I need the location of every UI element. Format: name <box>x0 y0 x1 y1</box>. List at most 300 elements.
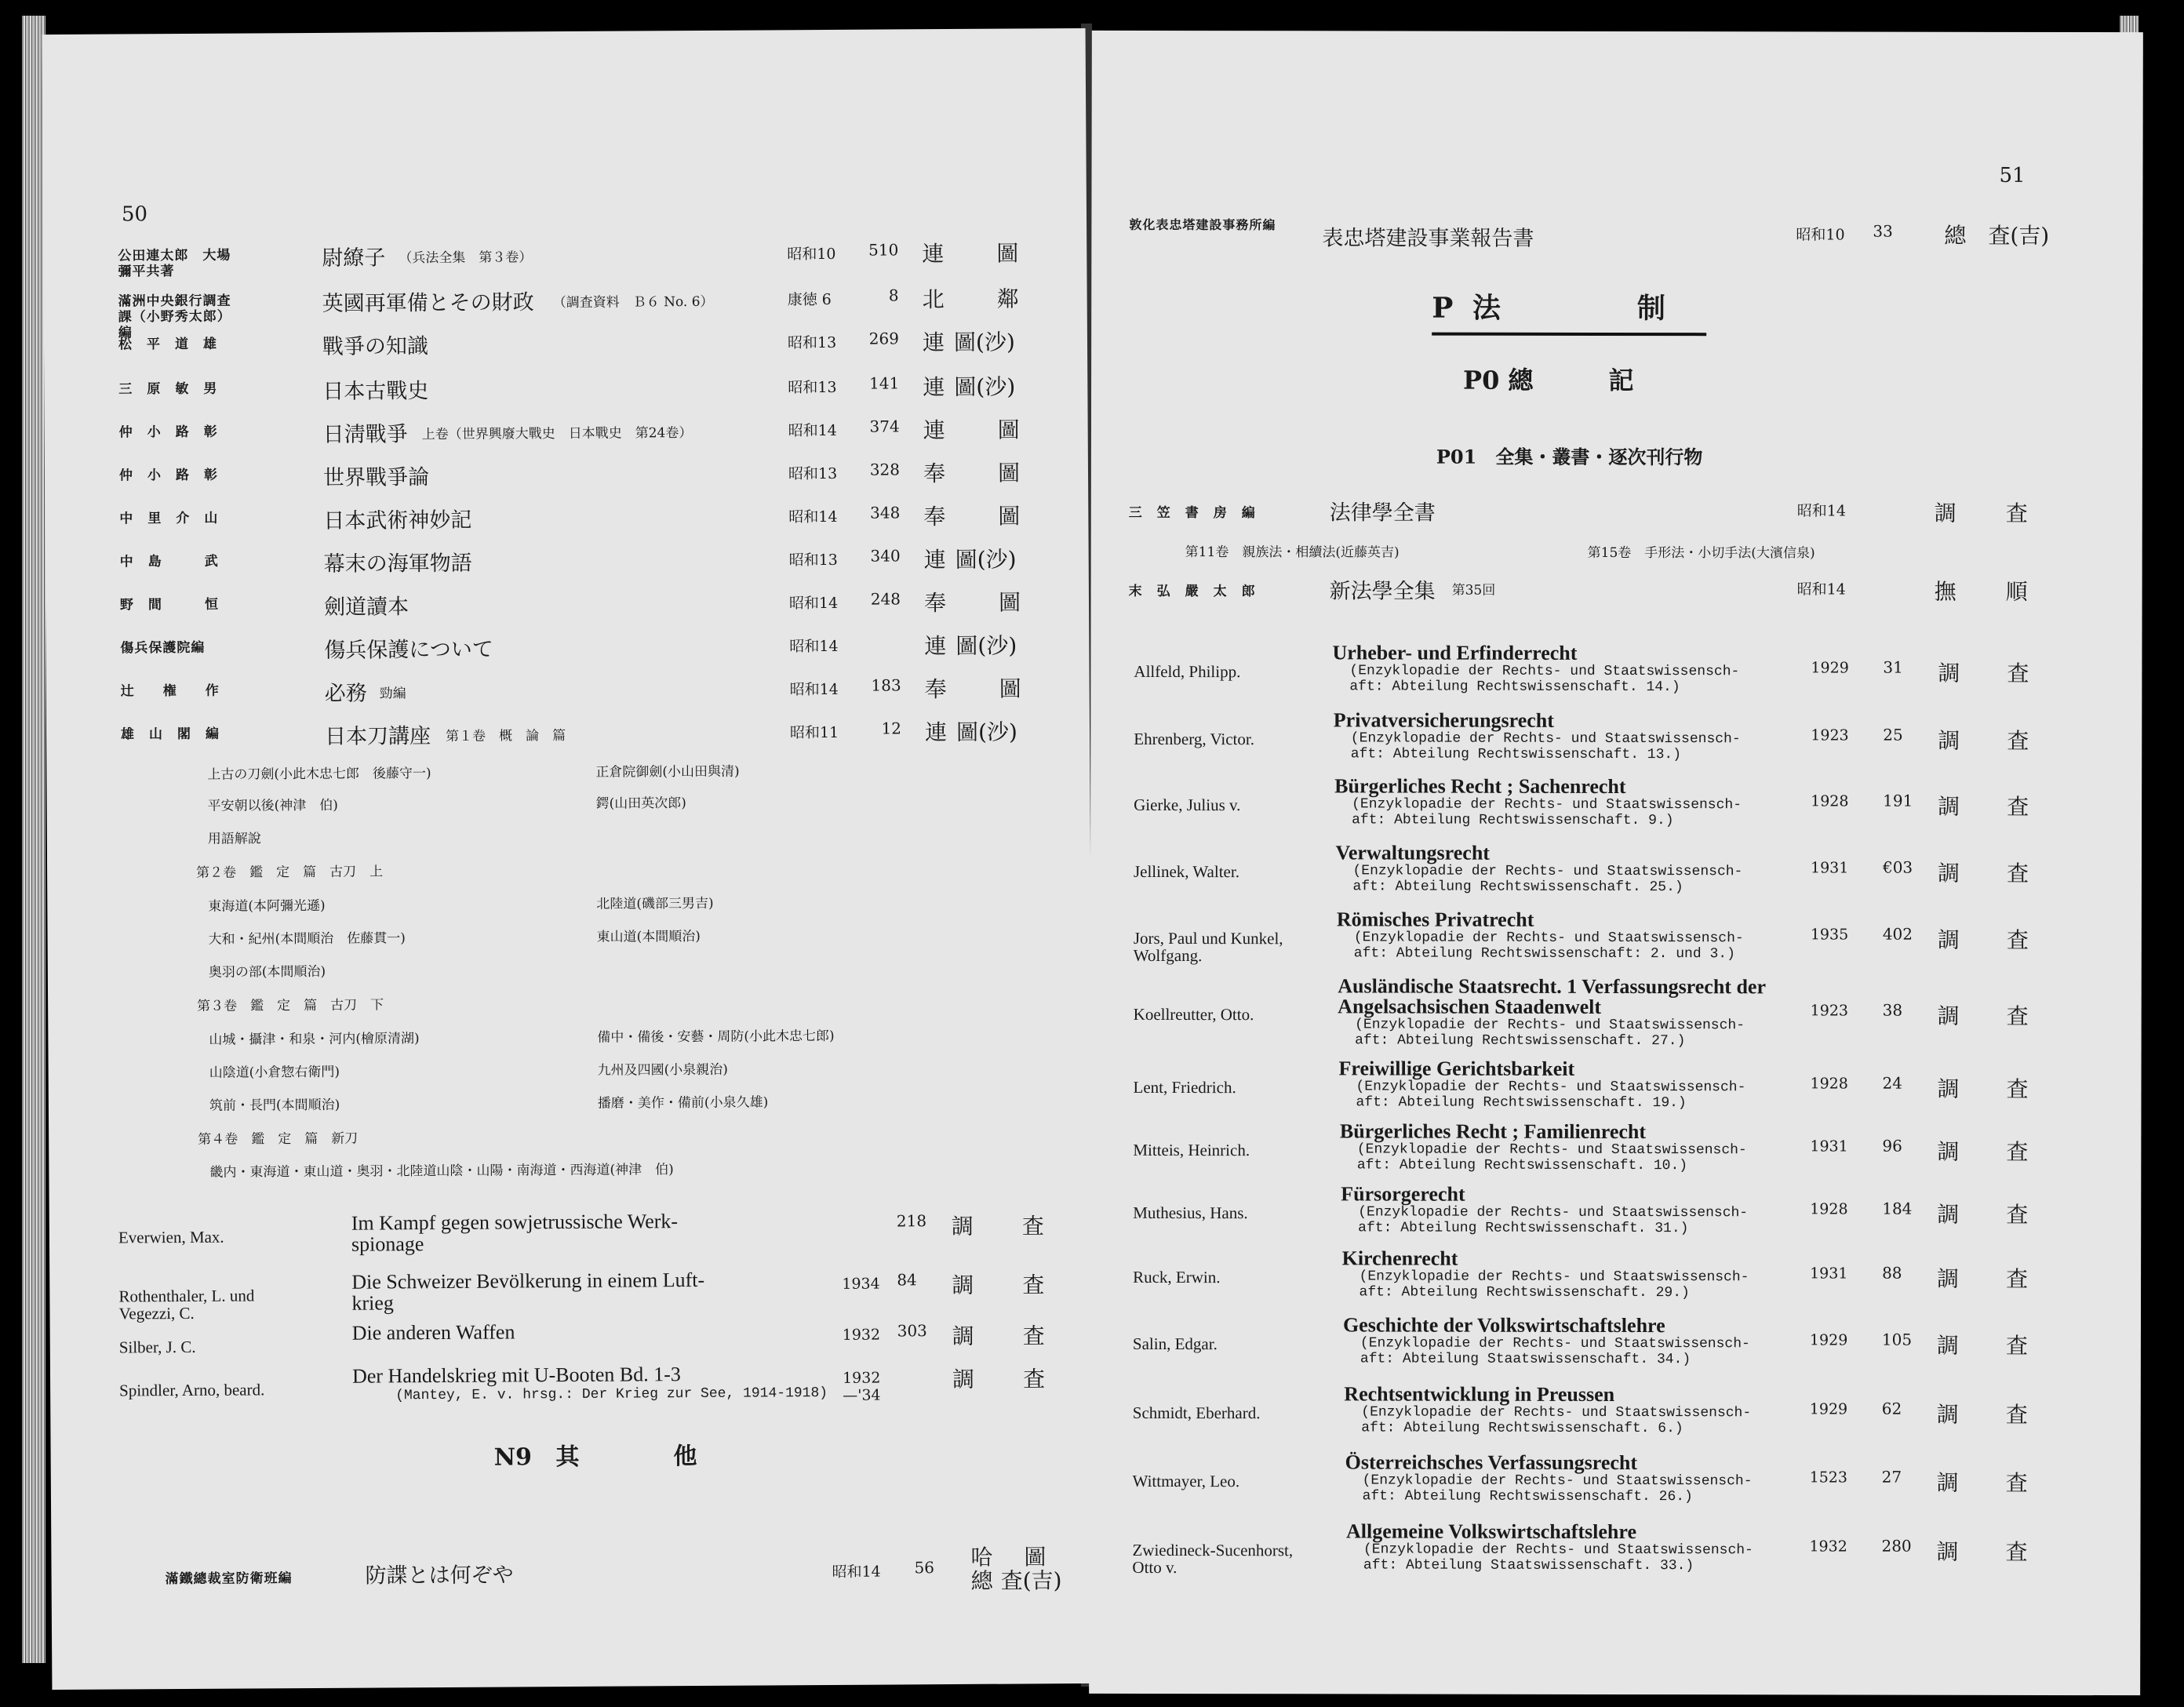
entry-author: Silber, J. C. <box>118 1337 196 1357</box>
entry-author: Muthesius, Hans. <box>1133 1203 1248 1223</box>
entry-location: 連 <box>922 329 945 356</box>
volume-contents-line <box>48 923 1091 948</box>
entry-location: 順 <box>2005 578 2028 605</box>
entry-pages: 340 <box>870 546 901 566</box>
entry-author: Gierke, Julius v. <box>1134 795 1241 815</box>
entry-pages: 303 <box>897 1321 927 1341</box>
entry-series: (Enzyklopadie der Rechts- und Staatswissensch- <box>1353 930 1744 947</box>
entry-year: 1929 <box>1809 1400 1848 1418</box>
entry-location: 奉 <box>923 504 946 530</box>
book-entry <box>51 1544 1094 1594</box>
foreign-book-entry <box>1090 1247 2141 1301</box>
left-page <box>42 28 1096 1690</box>
entry-title: Kirchenrecht <box>1341 1247 1458 1270</box>
section-heading-p: P 法 制 <box>1432 286 1706 337</box>
foreign-book-entry <box>1090 841 2142 896</box>
entry-title: Im Kampf gegen sowjetrussische Werk- <box>351 1210 679 1235</box>
entry-year: 昭和10 <box>787 245 836 264</box>
book-entry <box>44 369 1087 404</box>
entry-year: 1931 <box>1810 1137 1848 1156</box>
entry-series: aft: Abteilung Rechtswissenschaft. 26.) <box>1362 1488 1693 1505</box>
entry-series: aft: Abteilung Rechtswissenschaft: 2. und 3.) <box>1353 945 1735 963</box>
entry-location: 査 <box>2006 1265 2029 1292</box>
entry-location: 圖(沙) <box>956 719 1017 745</box>
entry-location: 連 <box>924 719 948 746</box>
entry-author: Schmidt, Eberhard. <box>1132 1403 1261 1423</box>
entry-series: aft: Abteilung Rechtswissenschaft. 27.) <box>1355 1032 1686 1050</box>
entry-year: 昭和13 <box>788 464 838 483</box>
entry-author: 敦化表忠塔建設事務所編 <box>1129 217 1276 233</box>
entry-series: (Enzyklopadie der Rechts- und Staatswissensch- <box>1352 863 1743 880</box>
entry-location: 圖(沙) <box>954 373 1016 400</box>
entry-location: 査 <box>2007 727 2029 754</box>
entry-location: 撫 <box>1934 578 1956 605</box>
section-heading-p01: P01 全集・叢書・逐次刊行物 <box>1436 445 1703 469</box>
entry-series: aft: Abteilung Rechtswissenschaft. 31.) <box>1358 1220 1689 1237</box>
entry-location: 調 <box>1938 660 1960 686</box>
entry-year: 1929 <box>1809 1331 1848 1349</box>
entry-title: 防諜とは何ぞや <box>365 1563 514 1589</box>
entry-year: 1935 <box>1810 926 1849 944</box>
entry-title: Römisches Privatrecht <box>1336 908 1534 931</box>
entry-title: 傷兵保護について <box>324 637 493 663</box>
entry-author: Koellreutter, Otto. <box>1133 1004 1254 1025</box>
volume-contents-line <box>47 890 1090 915</box>
entry-pages: 24 <box>1882 1073 1902 1093</box>
entry-title: Freiwillige Gerichtsbarkeit <box>1338 1057 1575 1080</box>
entry-author: 辻 権 作 <box>120 682 220 700</box>
right-page <box>1089 31 2143 1695</box>
entry-pages: 191 <box>1883 791 1913 810</box>
entry-title: 戰爭の知識 <box>322 334 429 359</box>
entry-series: (Enzyklopadie der Rechts- und Staatswissensch- <box>1363 1541 1753 1559</box>
entry-location: 調 <box>1938 793 1960 820</box>
entry-location: 圖(沙) <box>955 546 1017 573</box>
entry-pages: 12 <box>881 719 902 738</box>
entry-location: 調 <box>1936 1538 1959 1565</box>
entry-pages: 84 <box>897 1270 917 1290</box>
entry-year: 1523 <box>1809 1469 1848 1487</box>
entry-pages: 141 <box>869 373 900 393</box>
book-entry <box>1091 217 2142 251</box>
entry-title: 日本武術神妙記 <box>323 508 472 533</box>
entry-pages: 348 <box>870 503 901 522</box>
entry-location: 査 <box>2006 1076 2029 1102</box>
volume-contents-left: 第４卷 鑑 定 篇 新刀 <box>198 1130 359 1148</box>
entry-title: Die Schweizer Bevölkerung in einem Luft- <box>351 1268 705 1294</box>
entry-series: (Enzyklopadie der Rechts- und Staatswissensch- <box>1356 1079 1746 1096</box>
entry-pages: 184 <box>1882 1199 1913 1218</box>
entry-series: (Enzyklopadie der Rechts- und Staatswissensch- <box>1355 1017 1745 1034</box>
entry-year: 昭和13 <box>788 551 838 570</box>
volume-contents-right: 東山道(本間順治) <box>596 928 701 945</box>
foreign-book-entry <box>1090 708 2142 763</box>
volume-contents-left: 大和・紀州(本間順治 佐藤貫一) <box>208 930 406 948</box>
entry-author: Zwiedineck-Sucenhorst, Otto v. <box>1132 1540 1294 1578</box>
entry-year: 昭和10 <box>1796 226 1845 244</box>
entry-location: 奉 <box>923 590 947 617</box>
entry-year: 昭和14 <box>789 637 839 656</box>
entry-year: 1932 —'34 <box>842 1369 881 1404</box>
entry-pages: 27 <box>1881 1467 1902 1487</box>
entry-location: 調 <box>1937 1265 1960 1292</box>
entry-location: 査 <box>2006 1003 2029 1029</box>
volume-contents-line <box>49 1056 1092 1081</box>
entry-location: 査 <box>2005 1469 2028 1496</box>
entry-location: 連 <box>923 547 946 573</box>
entry-title: 劍道讀本 <box>323 595 410 620</box>
entry-series: (Enzyklopadie der Rechts- und Staatswissensch- <box>1359 1268 1749 1286</box>
entry-location: 圖(沙) <box>956 632 1017 659</box>
entry-year: 昭和14 <box>788 421 837 440</box>
entry-year: 1928 <box>1810 1075 1848 1093</box>
entry-location: 圖 <box>998 589 1021 616</box>
entry-author: 松 平 道 雄 <box>118 336 218 353</box>
volume-contents-right: 北陸道(磯部三男吉) <box>596 895 714 912</box>
entry-pages: 62 <box>1881 1399 1902 1418</box>
entry-location: 調 <box>1936 1469 1959 1496</box>
entry-year: 昭和11 <box>789 723 839 742</box>
entry-title: 尉繚子 <box>322 246 386 271</box>
entry-location: 査 <box>2007 793 2029 820</box>
volume-contents-right: 鍔(山田英次郎) <box>595 795 686 812</box>
entry-pages: 31 <box>1883 657 1903 677</box>
entry-year: 1928 <box>1810 1200 1848 1218</box>
foreign-book-entry <box>1090 1119 2141 1174</box>
book-entry <box>46 672 1090 706</box>
entry-location: 連 <box>923 417 945 444</box>
entry-year: 1928 <box>1811 792 1849 810</box>
entry-title: Fürsorgerecht <box>1341 1182 1465 1206</box>
entry-series: aft: Abteilung Rechtswissenschaft. 6.) <box>1361 1420 1684 1437</box>
entry-year: 昭和13 <box>787 333 837 352</box>
entry-title: Geschichte der Volkswirtschaftslehre <box>1342 1313 1665 1338</box>
entry-title: 日本古戰史 <box>322 379 429 404</box>
entry-title: 幕末の海軍物語 <box>323 551 472 577</box>
entry-pages: 33 <box>1873 221 1893 241</box>
entry-author: 三 原 敏 男 <box>118 380 218 398</box>
foreign-book-entry <box>49 1268 1093 1323</box>
entry-series: aft: Abteilung Rechtswissenschaft. 19.) <box>1356 1094 1687 1112</box>
foreign-book-entry <box>1090 1520 2141 1578</box>
entry-author: 滿洲中央銀行調査課（小野秀太郎）編 <box>118 293 231 341</box>
entry-title: Die anderen Waffen <box>351 1320 515 1345</box>
entry-author: 野 間 恒 <box>119 596 220 613</box>
entry-year: 昭和14 <box>832 1563 881 1581</box>
entry-title: krieg <box>351 1291 394 1315</box>
entry-location: 査 <box>2005 1401 2028 1428</box>
volume-contents-right: 九州及四國(小泉親治) <box>597 1061 728 1079</box>
volume-contents-left: 東海道(本阿彌光遜) <box>208 897 326 915</box>
page-number: 51 <box>1999 163 2026 187</box>
entry-title: Privatversicherungsrecht <box>1333 708 1554 732</box>
volume-contents-right: 第15卷 手形法・小切手法(大濱信泉) <box>1587 544 1815 562</box>
entry-note: （兵法全集 第３卷） <box>399 249 533 267</box>
book-entry <box>1091 573 2142 605</box>
entry-pages: 510 <box>868 240 899 260</box>
entry-location: 連 <box>923 374 945 401</box>
entry-author: Everwien, Max. <box>118 1227 224 1247</box>
volume-contents-line <box>47 856 1090 881</box>
entry-pages: 56 <box>914 1558 935 1578</box>
entry-year: 昭和14 <box>1796 581 1846 599</box>
entry-author: Wittmayer, Leo. <box>1132 1471 1240 1491</box>
section-label: 其 他 <box>555 1443 697 1472</box>
entry-author: Ehrenberg, Victor. <box>1134 729 1254 749</box>
entry-title: Verwaltungsrecht <box>1335 841 1490 864</box>
entry-note: 第１卷 概 論 篇 <box>445 728 566 744</box>
entry-title: Der Handelskrieg mit U-Booten Bd. 1-3 <box>351 1363 681 1388</box>
entry-note: 勁編 <box>379 686 406 702</box>
volume-contents-left: 第３卷 鑑 定 篇 古刀 下 <box>197 997 384 1014</box>
entry-series: aft: Abteilung Rechtswissenschaft. 13.) <box>1350 746 1682 763</box>
entry-series: (Enzyklopadie der Rechts- und Staatswissensch- <box>1362 1472 1753 1490</box>
entry-location: 調 <box>952 1323 974 1350</box>
entry-location: 調 <box>952 1272 974 1299</box>
entry-location: 圖 <box>997 460 1021 486</box>
book-entry <box>43 236 1087 280</box>
foreign-book-entry <box>1090 1450 2141 1505</box>
entry-title: 日本刀講座 <box>324 724 431 749</box>
entry-year: 1932 <box>842 1326 881 1344</box>
entry-year: 昭和14 <box>1796 502 1846 520</box>
section-heading-n9 <box>494 1436 697 1472</box>
volume-contents-left: 第11卷 親族法・相續法(近藤英吉) <box>1185 544 1400 561</box>
volume-contents-left: 上古の刀劍(小此木忠七郎 後藤守一) <box>207 766 431 783</box>
volume-contents-left: 奥羽の部(本間順治) <box>208 963 326 981</box>
book-entry <box>46 715 1090 749</box>
entry-pages: 402 <box>1882 924 1913 944</box>
entry-title: Österreichsches Verfassungsrecht <box>1345 1450 1638 1475</box>
entry-series: (Mantey, E. v. hrsg.: Der Krieg zur See, 1914-1918) <box>395 1385 828 1404</box>
book-entry <box>45 499 1088 533</box>
entry-title: Bürgerliches Recht ; Sachenrecht <box>1334 774 1626 799</box>
entry-pages: 280 <box>1881 1536 1912 1556</box>
entry-pages: €03 <box>1882 857 1913 877</box>
volume-contents-left: 筑前・長門(本間順治) <box>209 1097 340 1114</box>
entry-location: 總 査(吉) <box>1944 222 2050 249</box>
entry-series: (Enzyklopadie der Rechts- und Staatswissensch- <box>1356 1141 1747 1159</box>
entry-pages: 328 <box>869 460 901 479</box>
entry-title: spionage <box>351 1232 424 1256</box>
entry-series: (Enzyklopadie der Rechts- und Staatswissensch- <box>1358 1204 1749 1221</box>
foreign-book-entry <box>1090 908 2142 966</box>
entry-location: 調 <box>1934 500 1956 526</box>
volume-contents-line <box>49 1156 1092 1181</box>
entry-author: 末 弘 嚴 太 郎 <box>1128 583 1256 600</box>
entry-pages: 374 <box>869 417 900 436</box>
foreign-book-entry <box>1090 1382 2141 1437</box>
entry-title: 新法學全集 <box>1329 579 1436 604</box>
entry-location: 圖 <box>999 675 1021 702</box>
entry-location: 調 <box>1937 1201 1960 1228</box>
entry-location: 連 <box>922 241 945 268</box>
entry-location: 圖 <box>996 240 1019 267</box>
entry-author: Mitteis, Heinrich. <box>1133 1140 1250 1160</box>
volume-contents-left: 山陰道(小倉惣右衛門) <box>209 1064 340 1081</box>
book-entry <box>46 628 1089 663</box>
entry-year: 昭和13 <box>788 378 837 397</box>
entry-author: 雄 山 閣 編 <box>120 726 220 743</box>
entry-pages: 8 <box>888 286 899 305</box>
entry-author: Allfeld, Philipp. <box>1134 661 1241 682</box>
entry-title: Allgemeine Volkswirtschaftslehre <box>1345 1520 1637 1544</box>
book-entry <box>46 542 1089 577</box>
foreign-book-entry <box>1090 641 2142 696</box>
entry-year: 1923 <box>1811 726 1849 744</box>
entry-author: Lent, Friedrich. <box>1133 1077 1236 1097</box>
entry-location: 圖 <box>998 503 1021 530</box>
entry-pages: 96 <box>1882 1136 1902 1156</box>
entry-author: 公田連太郎 大場彌平共著 <box>118 247 231 280</box>
entry-location: 査 <box>2007 660 2029 686</box>
entry-location: 北 <box>922 286 945 313</box>
entry-year: 昭和14 <box>788 508 838 526</box>
volume-contents-line <box>46 758 1090 783</box>
volume-contents-left: 用語解說 <box>207 831 261 847</box>
entry-author: 傷兵保護院編 <box>120 639 206 657</box>
entry-author: Jellinek, Walter. <box>1133 861 1239 882</box>
entry-title: 必務 <box>324 681 367 706</box>
foreign-book-entry <box>1090 1057 2142 1112</box>
foreign-book-entry <box>1090 974 2142 1050</box>
entry-year: 1931 <box>1810 1265 1848 1283</box>
entry-location: 調 <box>1937 1138 1960 1165</box>
entry-series: (Enzyklopadie der Rechts- und Staatswissensch- <box>1350 730 1741 748</box>
volume-contents-line <box>48 955 1091 981</box>
entry-note: （調査資料 Ｂ６ No. 6） <box>552 293 714 311</box>
entry-location: 査 <box>2006 860 2029 886</box>
entry-author: Spindler, Arno, beard. <box>119 1380 265 1400</box>
section-heading-p0: P0 總 記 <box>1463 365 1634 396</box>
entry-series: aft: Abteilung Rechtswissenschaft. 14.) <box>1349 679 1680 696</box>
volume-contents-right: 正倉院御劍(小山田與清) <box>595 763 740 781</box>
entry-location: 査 <box>2005 1538 2028 1565</box>
entry-series: aft: Abteilung Staatswissenschaft. 33.) <box>1363 1557 1694 1574</box>
entry-location: 査 <box>2006 1138 2029 1165</box>
entry-location: 哈 <box>970 1544 993 1571</box>
entry-pages: 25 <box>1883 725 1903 744</box>
entry-location: 調 <box>1937 860 1960 886</box>
entry-location: 調 <box>1936 1332 1959 1359</box>
entry-pages: 88 <box>1882 1263 1902 1283</box>
book-entry <box>45 413 1088 447</box>
entry-location: 奉 <box>924 676 947 703</box>
entry-author: 滿鐵總裁室防衛班編 <box>165 1571 293 1588</box>
entry-title: 法律學全書 <box>1329 500 1436 526</box>
entry-pages: 183 <box>871 675 901 695</box>
entry-author: 中 里 介 山 <box>119 510 219 527</box>
volume-contents-line <box>49 1123 1092 1148</box>
entry-author: Salin, Edgar. <box>1132 1334 1218 1354</box>
entry-author: 三 笠 書 房 編 <box>1128 504 1256 522</box>
volume-contents-line <box>1091 540 2142 562</box>
entry-year: 昭和14 <box>789 680 839 699</box>
entry-series: aft: Abteilung Rechtswissenschaft. 25.) <box>1352 879 1684 896</box>
entry-note: 第35回 <box>1451 582 1496 599</box>
page-edge-left <box>22 16 46 1663</box>
volume-contents-line <box>48 989 1091 1014</box>
entry-pages: 269 <box>868 329 900 348</box>
entry-location: 査 <box>2005 1332 2028 1359</box>
entry-title: Urheber- und Erfinderrecht <box>1332 641 1578 664</box>
entry-year: 昭和14 <box>788 594 839 613</box>
entry-location: 鄰 <box>996 286 1019 312</box>
entry-title: Bürgerliches Recht ; Familienrecht <box>1339 1119 1647 1144</box>
entry-series: (Enzyklopadie der Rechts- und Staatswissensch- <box>1349 663 1740 680</box>
entry-pages: 105 <box>1881 1330 1913 1349</box>
entry-year: 1932 <box>1809 1538 1847 1556</box>
entry-pages: 248 <box>870 589 901 609</box>
entry-location: 圖(沙) <box>953 329 1015 355</box>
entry-location: 調 <box>952 1366 975 1393</box>
volume-contents-line <box>46 789 1090 814</box>
entry-year: 1934 <box>842 1275 880 1293</box>
entry-location: 圖 <box>997 417 1020 443</box>
book-entry <box>45 456 1088 490</box>
entry-pages: 218 <box>896 1211 927 1231</box>
entry-location: 査 <box>2005 500 2028 526</box>
entry-location: 査(吉) <box>1000 1567 1062 1594</box>
entry-location: 査 <box>1022 1366 1046 1392</box>
entry-series: (Enzyklopadie der Rechts- und Staatswissensch- <box>1360 1335 1750 1352</box>
entry-author: Ruck, Erwin. <box>1133 1267 1221 1287</box>
entry-location: 調 <box>1938 727 1960 754</box>
entry-series: aft: Abteilung Rechtswissenschaft. 10.) <box>1356 1157 1688 1174</box>
foreign-book-entry <box>1090 1313 2141 1368</box>
book-entry <box>46 585 1089 620</box>
volume-contents-left: 畿内・東海道・東山道・奥羽・北陸道山陰・山陽・南海道・西海道(神津 伯) <box>209 1162 674 1181</box>
volume-contents-left: 平安朝以後(神津 伯) <box>207 797 338 814</box>
volume-contents-right: 播磨・美作・備前(小泉久雄) <box>597 1094 769 1112</box>
entry-title: 表忠塔建設事業報告書 <box>1322 226 1534 251</box>
volume-contents-line <box>47 822 1090 847</box>
entry-series: aft: Abteilung Rechtswissenschaft. 9.) <box>1352 812 1674 829</box>
entry-location: 連 <box>924 633 947 660</box>
entry-year: 1923 <box>1810 1002 1849 1020</box>
entry-location: 査 <box>2006 1201 2029 1228</box>
entry-location: 査 <box>2006 926 2029 953</box>
entry-author: 仲 小 路 彰 <box>118 424 218 441</box>
foreign-book-entry <box>1090 774 2142 829</box>
foreign-book-entry <box>50 1362 1094 1404</box>
entry-title: Ausländische Staatsrecht. 1 Verfassungsrecht der Angelsachsischen Staadenwelt <box>1338 974 1766 1018</box>
entry-year: 康徳 6 <box>787 290 832 309</box>
entry-year: 1931 <box>1810 859 1849 877</box>
entry-location: 査 <box>1022 1323 1045 1349</box>
entry-author: 中 島 武 <box>119 553 219 570</box>
volume-contents-line <box>49 1089 1092 1114</box>
foreign-book-entry <box>49 1209 1093 1256</box>
entry-series: aft: Abteilung Staatswissenschaft. 34.) <box>1360 1351 1691 1368</box>
entry-location: 調 <box>1937 1076 1960 1102</box>
entry-author: 仲 小 路 彰 <box>118 467 219 484</box>
entry-location: 調 <box>1936 1401 1959 1428</box>
entry-series: (Enzyklopadie der Rechts- und Staatswissensch- <box>1352 796 1742 813</box>
volume-contents-line <box>48 1023 1091 1048</box>
volume-contents-left: 第２卷 鑑 定 篇 古刀 上 <box>196 864 384 881</box>
entry-title: 日淸戰爭 <box>322 422 408 447</box>
entry-series: (Enzyklopadie der Rechts- und Staatswissensch- <box>1361 1404 1752 1421</box>
entry-author: Rothenthaler, L. und Vegezzi, C. <box>118 1286 255 1323</box>
entry-author: Jors, Paul und Kunkel, Wolfgang. <box>1133 928 1283 966</box>
entry-location: 圖 <box>1024 1544 1046 1571</box>
entry-title: 世界戰爭論 <box>322 465 430 490</box>
foreign-book-entry <box>1090 1182 2141 1237</box>
entry-year: 1929 <box>1811 659 1849 677</box>
entry-location: 査 <box>1021 1213 1044 1239</box>
entry-location: 奉 <box>923 460 946 487</box>
